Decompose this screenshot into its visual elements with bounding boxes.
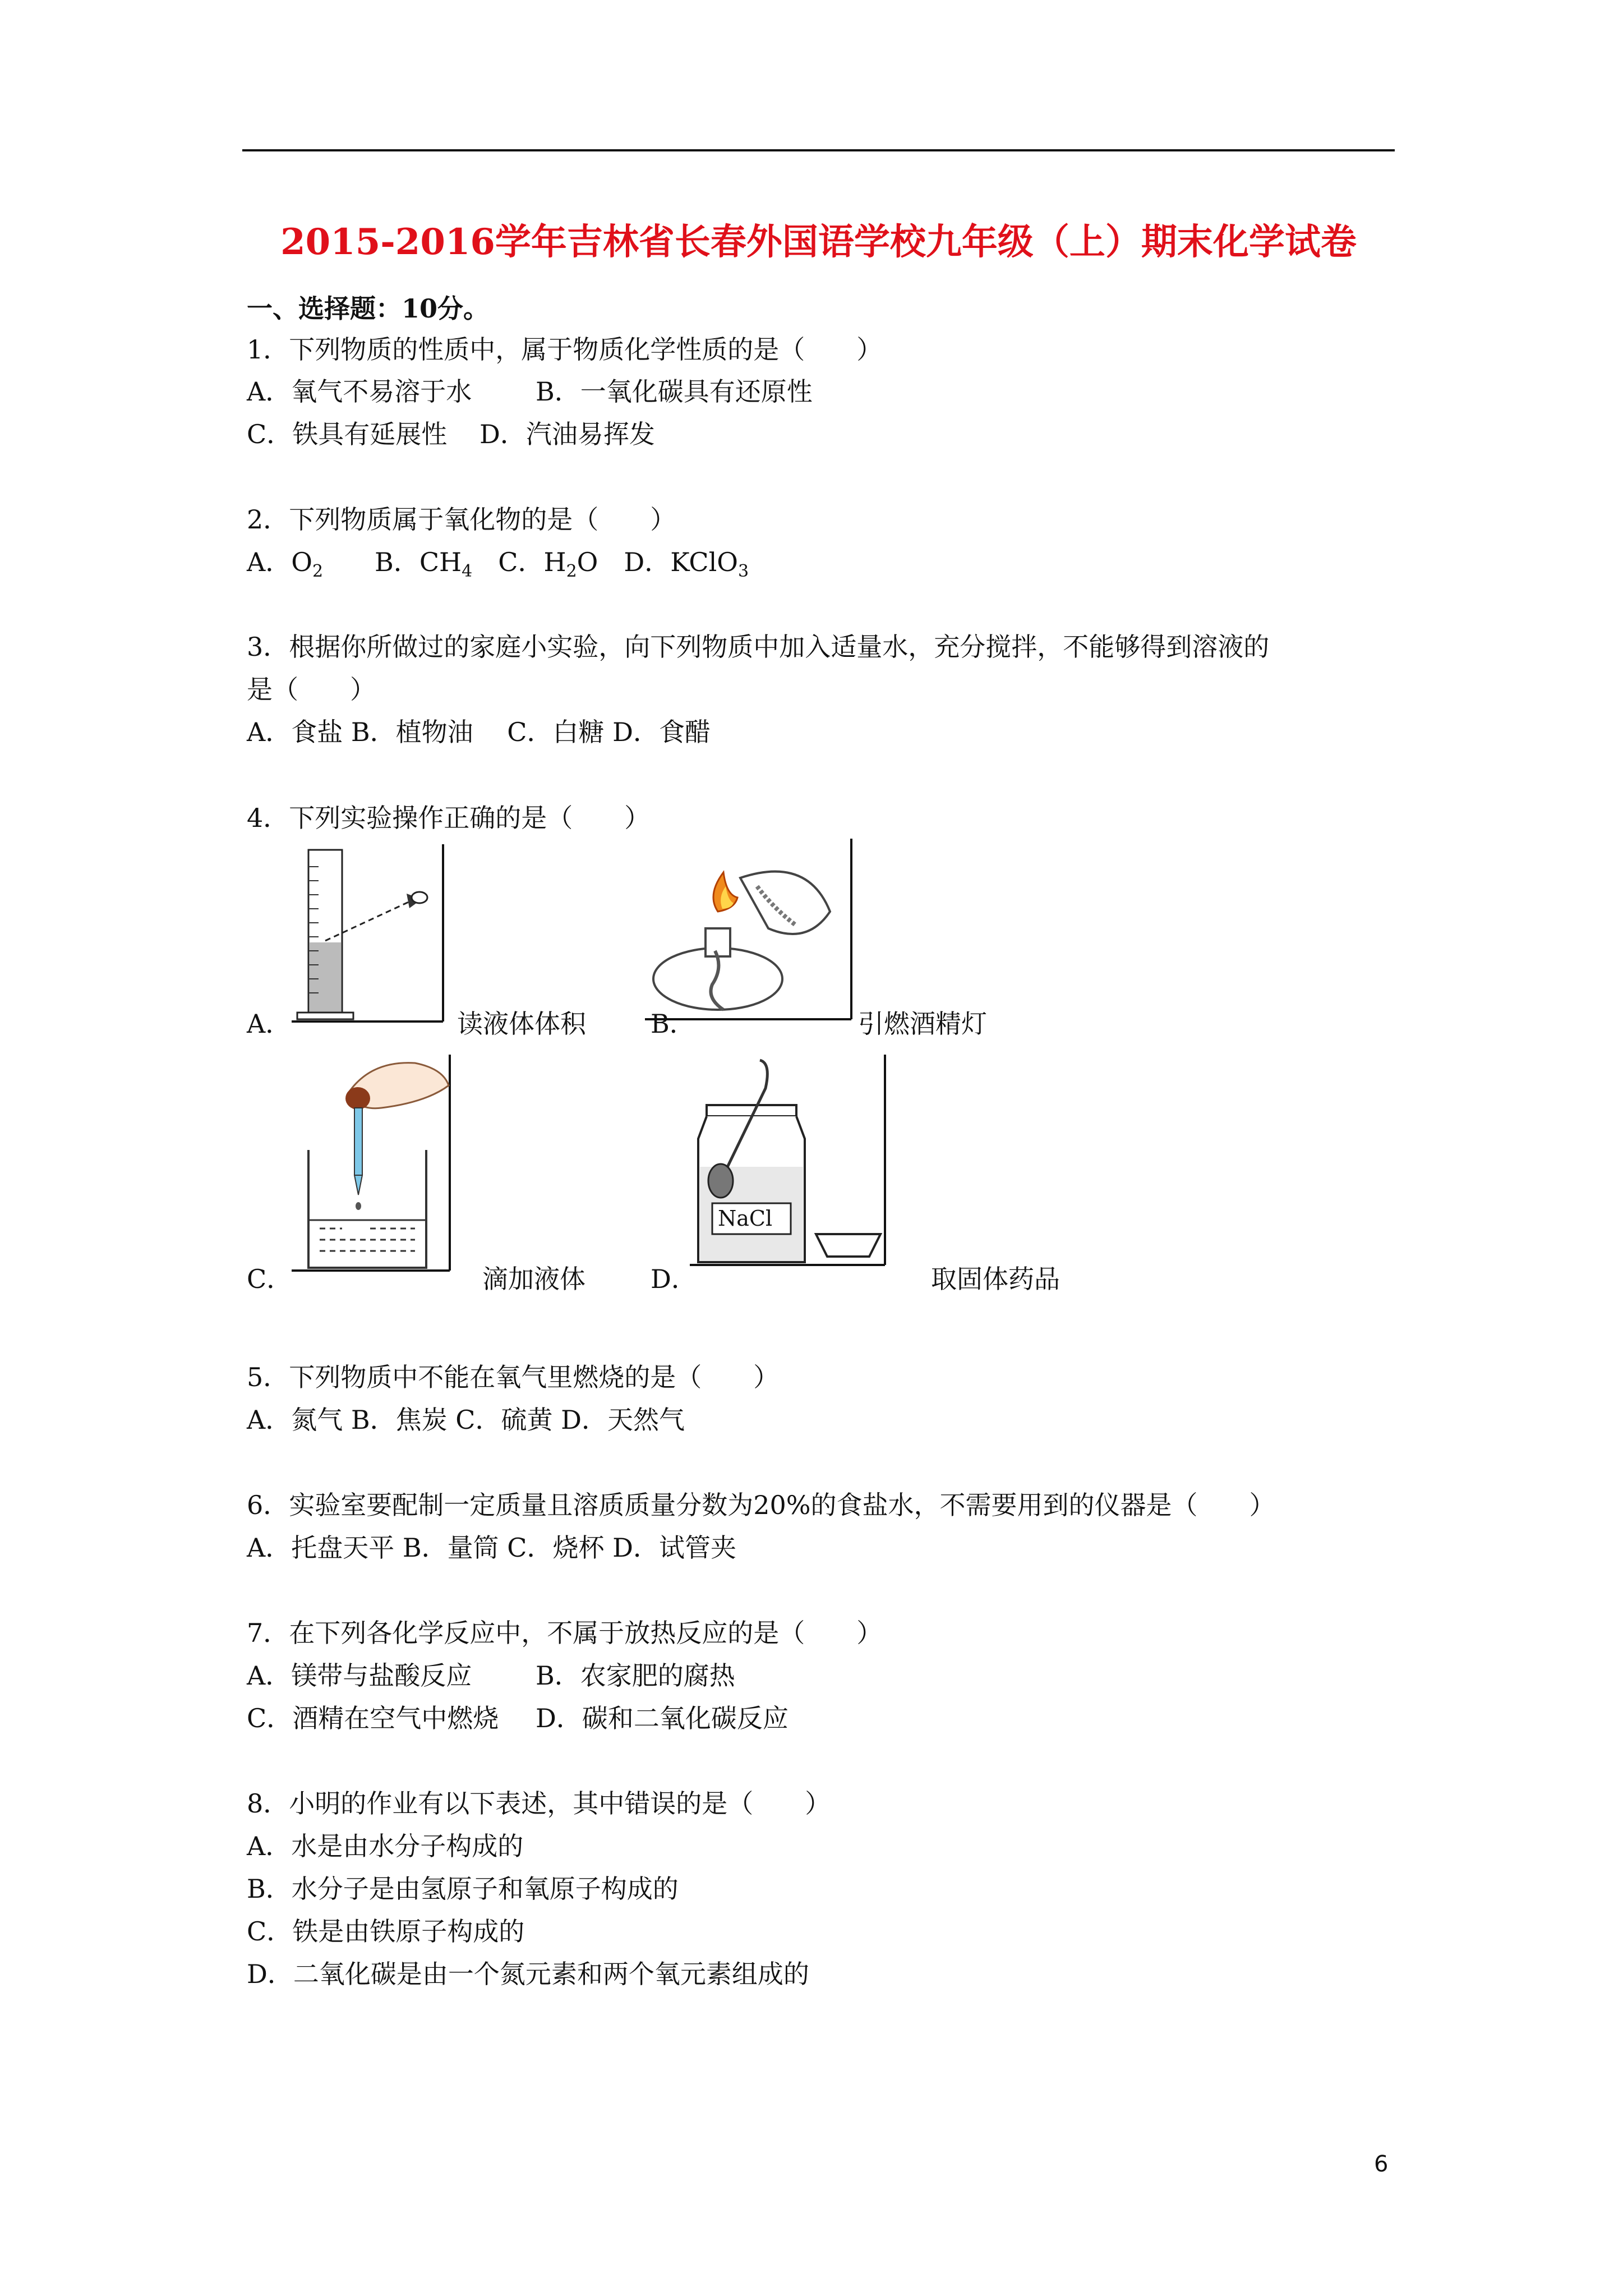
q8-option-b: B．水分子是由氢原子和氧原子构成的 bbox=[247, 1874, 679, 1904]
q7-option-b: B．农家肥的腐热 bbox=[536, 1660, 735, 1691]
figure-dropper-beaker bbox=[292, 1055, 454, 1273]
q4-option-a: A． bbox=[247, 1009, 292, 1039]
q2-option-a: A．$O_2$ bbox=[247, 547, 324, 581]
exam-title: 2015-2016学年吉林省长春外国语学校九年级（上）期末化学试卷 bbox=[280, 221, 1357, 263]
q8-option-c: C．铁是由铁原子构成的 bbox=[247, 1916, 525, 1947]
q4-option-b: B． bbox=[651, 1009, 695, 1039]
nacl-label: NaCl bbox=[718, 1206, 773, 1231]
q3-options: A．食盐 B．植物油 C．白糖 D．食醋 bbox=[247, 717, 711, 747]
q1-option-b: B．一氧化碳具有还原性 bbox=[536, 376, 813, 407]
q2-option-c: C．$H_2O$ bbox=[498, 547, 598, 581]
q4-caption-d: 取固体药品 bbox=[931, 1264, 1060, 1294]
q4-stem: 4．下列实验操作正确的是（ ） bbox=[247, 803, 651, 833]
q7-stem: 7．在下列各化学反应中，不属于放热反应的是（ ） bbox=[247, 1618, 883, 1648]
q7-option-d: D．碳和二氧化碳反应 bbox=[536, 1703, 789, 1733]
q3-stem-line1: 3．根据你所做过的家庭小实验，向下列物质中加入适量水，充分搅拌，不能够得到溶液的 bbox=[247, 632, 1270, 662]
q1-option-c: C．铁具有延展性 bbox=[247, 419, 448, 449]
q1-option-a: A．氧气不易溶于水 bbox=[247, 376, 472, 407]
q1-option-d: D．汽油易挥发 bbox=[479, 419, 655, 449]
q6-options: A．托盘天平 B．量筒 C．烧杯 D．试管夹 bbox=[247, 1533, 736, 1563]
q1-stem: 1．下列物质的性质中，属于物质化学性质的是（ ） bbox=[247, 334, 883, 365]
figure-alcohol-lamp bbox=[645, 839, 858, 1024]
q4-option-c: C． bbox=[247, 1264, 293, 1294]
q2-options bbox=[247, 545, 749, 588]
q2-option-b: B．$CH_4$ bbox=[375, 547, 473, 581]
q8-option-d: D．二氧化碳是由一个氮元素和两个氧元素组成的 bbox=[247, 1959, 809, 1989]
q7-option-a: A．镁带与盐酸反应 bbox=[247, 1660, 472, 1691]
page-number: 6 bbox=[1374, 2151, 1389, 2177]
q8-option-a: A．水是由水分子构成的 bbox=[247, 1831, 524, 1861]
q5-options: A．氮气 B．焦炭 C．硫黄 D．天然气 bbox=[247, 1405, 685, 1435]
q5-stem: 5．下列物质中不能在氧气里燃烧的是（ ） bbox=[247, 1362, 780, 1392]
q2-stem: 2．下列物质属于氧化物的是（ ） bbox=[247, 504, 676, 535]
q8-stem: 8．小明的作业有以下表述，其中错误的是（ ） bbox=[247, 1788, 831, 1819]
q6-stem: 6．实验室要配制一定质量且溶质质量分数为20%的食盐水，不需要用到的仪器是（ ） bbox=[247, 1490, 1275, 1520]
q3-stem-line2: 是（ ） bbox=[247, 674, 376, 705]
figure-graduated-cylinder bbox=[292, 844, 449, 1024]
header-rule bbox=[242, 149, 1395, 151]
q7-option-c: C．酒精在空气中燃烧 bbox=[247, 1703, 499, 1733]
q4-option-d: D． bbox=[651, 1264, 697, 1294]
q4-caption-c: 滴加液体 bbox=[482, 1264, 585, 1294]
section-heading: 一、选择题：10分。 bbox=[247, 293, 490, 324]
q2-option-d: D．KClO$_3$ bbox=[624, 547, 749, 581]
q4-caption-a: 读液体体积 bbox=[457, 1009, 586, 1039]
q4-caption-b: 引燃酒精灯 bbox=[858, 1009, 987, 1039]
figure-nacl-jar bbox=[690, 1055, 892, 1268]
